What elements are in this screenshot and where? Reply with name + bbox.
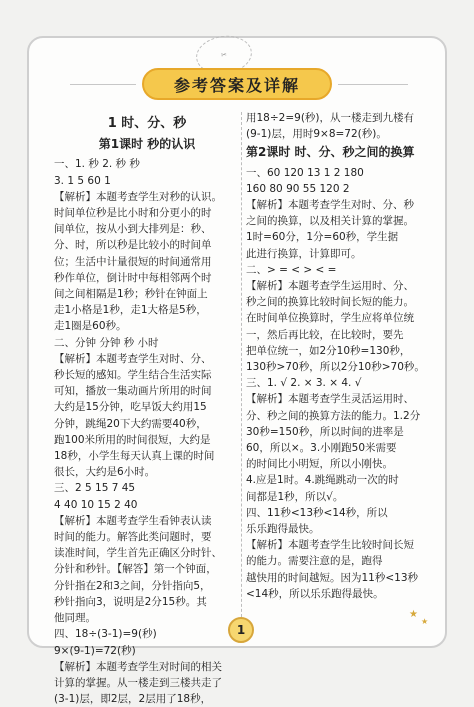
answer-line: 分、秒之间的换算方法的能力。1.2分 — [246, 409, 421, 422]
answer-line: 秒作单位，倒计时中每相邻两个时 — [54, 271, 212, 284]
answer-line: 60，所以×。3.小刚跑50米需要 — [246, 442, 397, 455]
answer-line: 【解析】本题考查学生比较时间长短 — [246, 539, 414, 552]
answer-line: 160 80 90 55 120 2 — [246, 182, 350, 195]
answer-line: 4.应是1时。4.跳绳跳动一次的时 — [246, 474, 399, 487]
answer-line: 间都是1秒，所以√。 — [246, 490, 344, 503]
answer-line: (9-1)层，用时9×8=72(秒)。 — [246, 128, 387, 141]
answer-line: 三、1. √ 2. × 3. × 4. √ — [246, 377, 362, 390]
answer-line: 此进行换算，计算即可。 — [246, 247, 362, 260]
page-title-banner — [142, 68, 332, 100]
answer-line: 1时=60分，1分=60秒，学生据 — [246, 231, 399, 244]
left-column — [54, 110, 240, 707]
answer-line: 四、18÷(3-1)=9(秒) — [54, 628, 157, 641]
answer-line: 【解析】本题考查学生对时、分、 — [54, 352, 212, 365]
answer-line: 一，然后再比较，在比较时，要先 — [246, 328, 404, 341]
answer-line: 的能力。需要注意的是，跑得 — [246, 555, 383, 568]
answer-line: 用18÷2=9(秒)，从一楼走到九楼有 — [246, 112, 415, 124]
answer-line: 4 40 10 15 2 40 — [54, 498, 138, 511]
answer-line: 分、时，所以秒是比较小的时间单 — [54, 239, 212, 252]
answer-line: 【解析】本题考查学生灵活运用时、 — [246, 393, 414, 406]
answer-line: 读准时间，学生首先正确区分时针、 — [54, 547, 222, 560]
answer-line: 他同理。 — [54, 612, 96, 625]
answer-line: 的时间比小明短，所以小刚快。 — [246, 458, 393, 471]
star-icon: ★ — [409, 609, 418, 620]
title-rule-left — [70, 84, 136, 85]
answer-line: 之间的换算，以及相关计算的掌握。 — [246, 215, 414, 228]
answer-line: 30秒=150秒，所以时间的进率是 — [246, 425, 404, 438]
answer-line: 走1小格是1秒，走1大格是5秒， — [54, 304, 207, 317]
title-rule-right — [338, 84, 408, 85]
answer-line: 18秒，小学生每天认真上课的时间 — [54, 450, 215, 463]
answer-line: 可知，播放一集动画片所用的时间 — [54, 385, 212, 398]
answer-line: 间之间相隔是1秒；秒针在钟面上 — [54, 288, 208, 301]
right-body — [246, 165, 436, 602]
answer-line: 位；生活中计量很短的时间通常用 — [54, 255, 212, 268]
answer-line: 时间单位秒是比小时和分更小的时 — [54, 207, 212, 220]
page-title: 参考答案及详解 — [173, 75, 300, 95]
lesson-title-1: 第1课时 秒的认识 — [98, 137, 196, 152]
answer-line: 四、11秒<13秒<14秒，所以 — [246, 506, 388, 519]
answer-line: 很长，大约是6小时。 — [54, 466, 156, 479]
stamp-decoration: ✂ — [194, 32, 255, 77]
answer-line: <14秒，所以乐乐跑得最快。 — [246, 587, 384, 600]
answer-line: 计算的掌握。从一楼走到三楼共走了 — [54, 676, 222, 689]
answer-line: 9×(9-1)=72(秒) — [54, 644, 136, 657]
answer-line: 三、2 5 15 7 45 — [54, 482, 136, 495]
answer-line: 分针指在2和3之间，分针指向5， — [54, 579, 211, 592]
left-body — [54, 156, 240, 707]
answer-line: 越快用的时间越短。因为11秒<13秒 — [246, 571, 419, 584]
answer-line: 间单位，按从小到大排列是：秒、 — [54, 223, 212, 236]
answer-line: 【解析】本题考查学生看钟表认读 — [54, 514, 212, 527]
answer-line: 一、60 120 13 1 2 180 — [246, 166, 364, 179]
answer-line: 130秒>70秒，所以2分10秒>70秒。 — [246, 361, 425, 374]
answer-line: 秒针指向3，说明是2分15秒。其 — [54, 595, 207, 608]
answer-line: 跑100米所用的时间很短，大约是 — [54, 433, 211, 446]
lesson-title-2: 第2课时 时、分、秒之间的换算 — [246, 145, 415, 160]
answer-line: 【解析】本题考查学生对秒的认识。 — [54, 190, 222, 203]
star-icon: ★ — [421, 617, 429, 626]
answer-line: 二、分钟 分钟 秒 小时 — [54, 336, 159, 349]
answer-line: 分针和秒针。【解答】第一个钟面， — [54, 563, 217, 576]
chapter-title: 1 时、分、秒 — [107, 116, 187, 131]
page-number: 1 — [228, 617, 254, 643]
answer-line: 分钟，跳绳20下大约需要40秒， — [54, 417, 207, 430]
column-divider — [241, 112, 242, 632]
answer-line: 秒长短的感知。学生结合生活实际 — [54, 369, 212, 382]
answer-line: 乐乐跑得最快。 — [246, 523, 320, 536]
answer-line: 把单位统一，如2分10秒=130秒， — [246, 344, 411, 357]
answer-line: (3-1)层，即2层，2层用了18秒， — [54, 693, 212, 706]
answer-line: 大约是15分钟，吃早饭大约用15 — [54, 401, 207, 414]
answer-line: 3. 1 5 60 1 — [54, 174, 111, 187]
answer-line: 一、1. 秒 2. 秒 秒 — [54, 158, 140, 171]
answer-line: 走1圈是60秒。 — [54, 320, 127, 333]
answer-line: 时间的能力。解答此类问题时，要 — [54, 531, 212, 544]
answer-line: 二、> = < > < = — [246, 263, 337, 276]
answer-line: 【解析】本题考查学生对时、分、秒 — [246, 199, 414, 212]
answer-line: 【解析】本题考查学生运用时、分、 — [246, 280, 414, 293]
answer-line: 在时间单位换算时，学生应将单位统 — [246, 312, 414, 325]
answer-line: 【解析】本题考查学生对时间的相关 — [54, 660, 222, 673]
answer-line: 秒之间的换算比较时间长短的能力。 — [246, 296, 414, 309]
right-column — [246, 110, 436, 602]
